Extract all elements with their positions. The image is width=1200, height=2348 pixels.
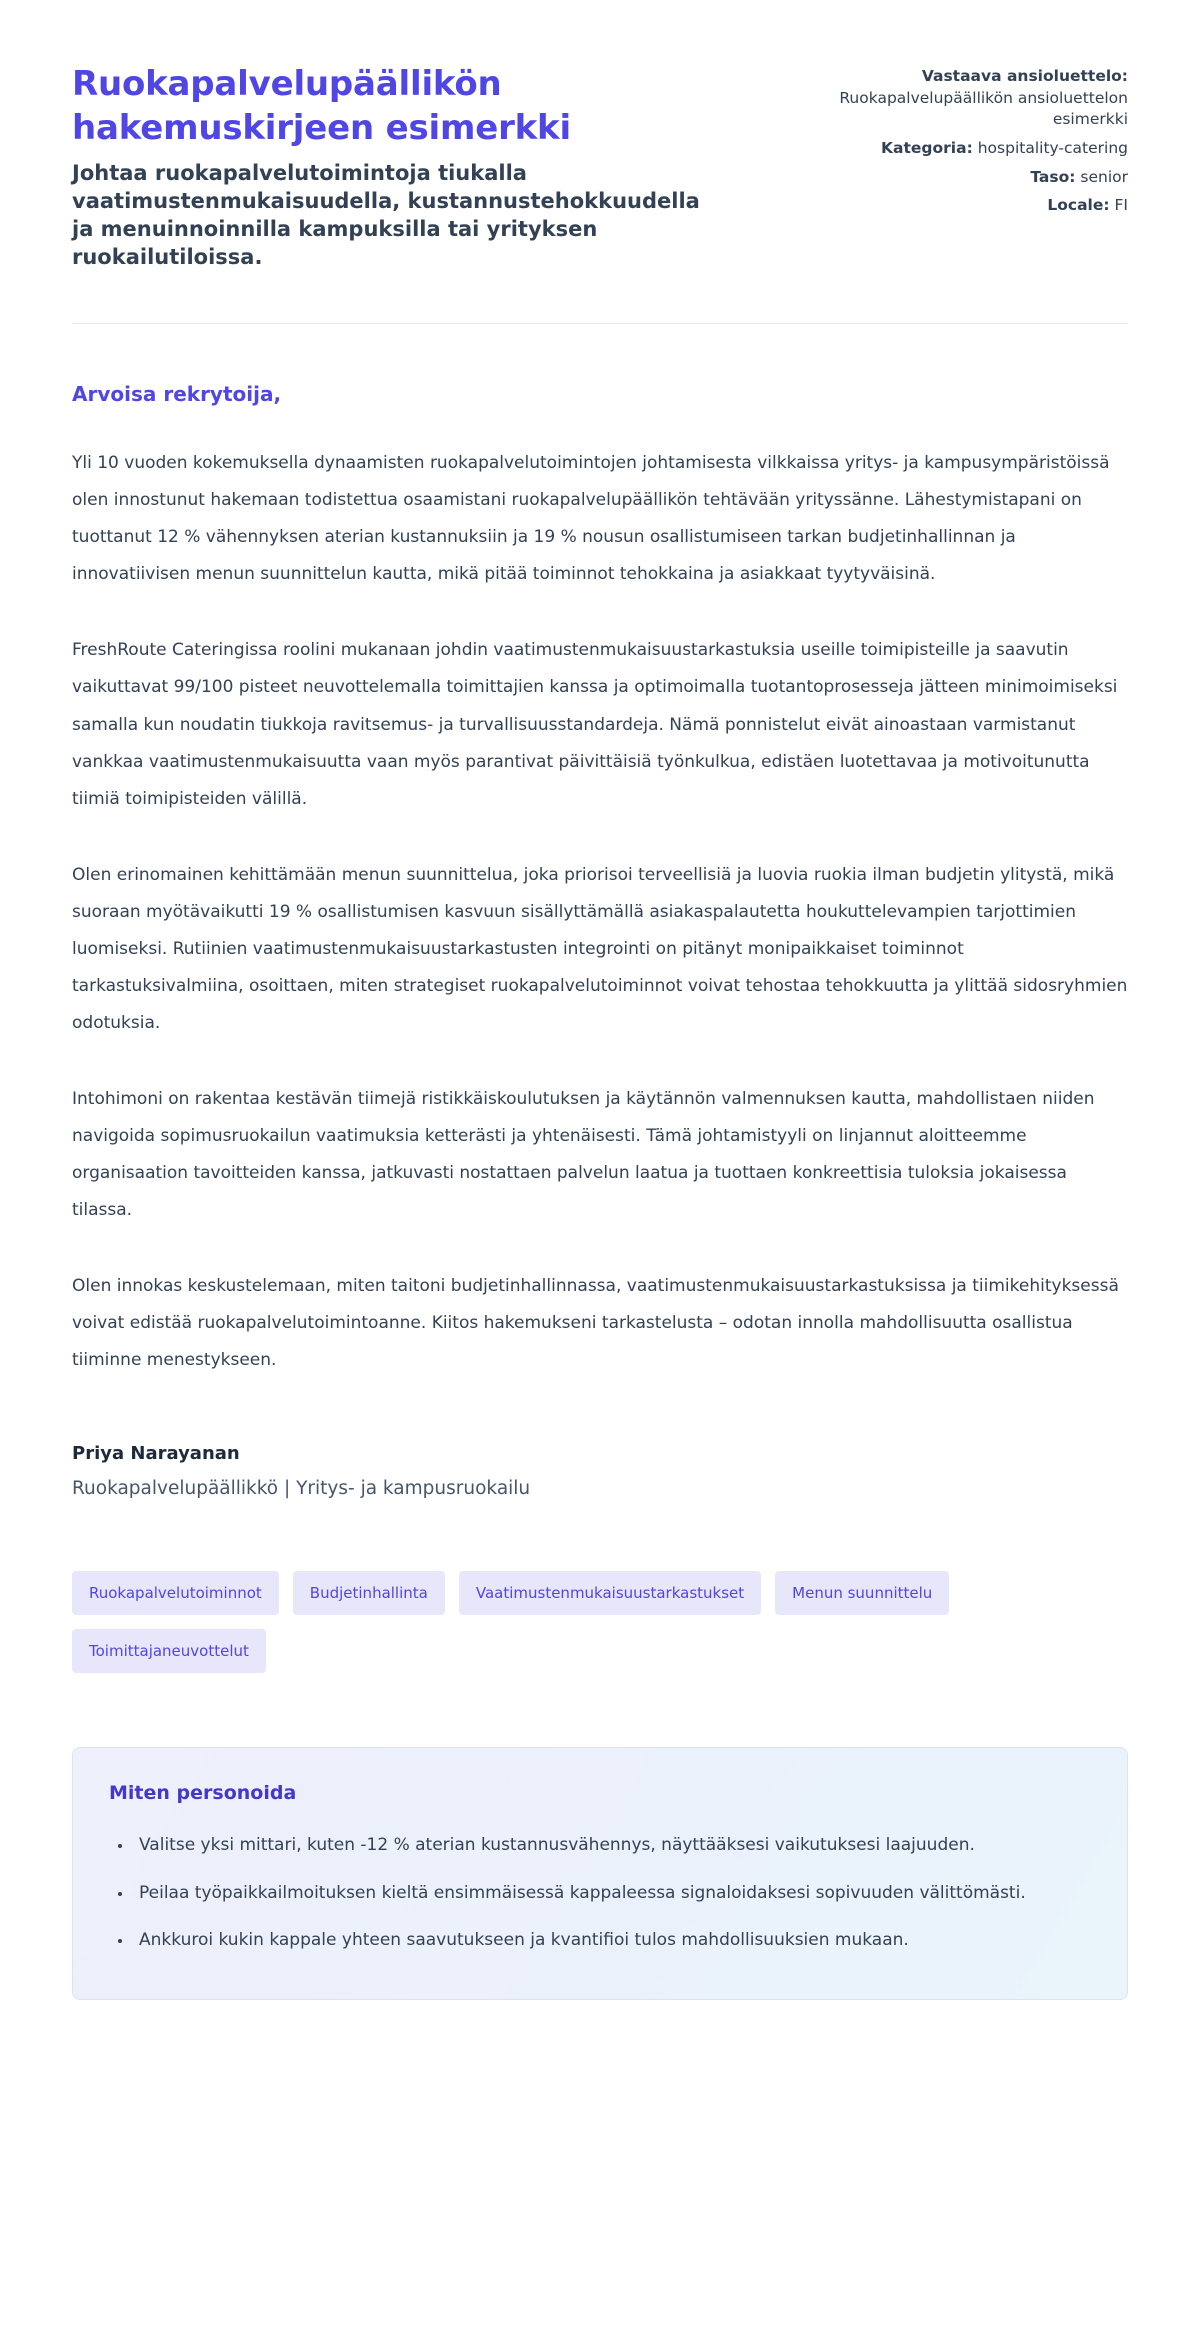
tips-list	[109, 1830, 1091, 1956]
letter-paragraph-2: FreshRoute Cateringissa roolini mukanaan johdin vaatimustenmukaisuustarkastuksia useille toimipisteille ja saavutin vaikuttavat 99/100 pisteet neuvottelemalla toimittajien kanssa ja optimoimalla tuotantoprosesseja jätteen minimoimiseksi samalla kun noudatin tiukkoja ravitsemus- ja turvallisuusstandardeja. Nämä ponnistelut eivät ainoastaan varmistanut vankkaa vaatimustenmukaisuutta vaan myös parantivat päivittäisiä työnkulkua, edistäen luotettavaa ja motivoitunutta tiimiä toimipisteiden välillä.	[72, 640, 1118, 809]
meta-matching-resume-value: Ruokapalvelupäällikön ansioluettelon esimerkki	[839, 88, 1128, 129]
meta-category	[828, 138, 1128, 160]
tips-heading: Miten personoida	[109, 1782, 297, 1805]
signature-name: Priya Narayanan	[72, 1443, 240, 1465]
meta-category-label: Kategoria:	[881, 139, 973, 158]
meta-locale-value: FI	[1114, 196, 1128, 215]
letter-paragraph-3: Olen erinomainen kehittämään menun suunnittelua, joka priorisoi terveellisiä ja luovia ruokia ilman budjetin ylitystä, mikä suoraan myötävaikutti 19 % osallistumisen kasvuun sisällyttämällä asiakaspalautetta houkuttelevampien tarjottimien luomiseksi. Rutiinien vaatimustenmukaisuustarkastusten integrointi on pitänyt monipaikkaiset toiminnot tarkastuksivalmiina, osoittaen, miten strategiset ruokapalvelutoiminnot voivat tehostaa tehokkuutta ja ylittää sidosryhmien odotuksia.	[72, 864, 1128, 1033]
header-divider	[72, 323, 1128, 324]
page-subtitle: Johtaa ruokapalvelutoimintoja tiukalla vaatimustenmukaisuudella, kustannustehokkuudella ja menuinnoinnilla kampuksilla tai yrityksen ruokailutiloissa.	[72, 161, 700, 269]
tip-item-3: • Ankkuroi kukin kappale yhteen saavutukseen ja kvantifioi tulos mahdollisuuksien mukaan.	[133, 1925, 1091, 1956]
meta-level-label: Taso:	[1030, 167, 1076, 186]
tag-menu-planning[interactable]: Menun suunnittelu	[775, 1571, 949, 1615]
meta-block	[828, 62, 1128, 224]
tag-food-service-operations[interactable]: Ruokapalvelutoiminnot	[72, 1571, 279, 1615]
tip-item-1: • Valitse yksi mittari, kuten -12 % aterian kustannusvähennys, näyttääksesi vaikutuksesi laajuuden.	[133, 1830, 1091, 1861]
tag-budget-management[interactable]: Budjetinhallinta	[293, 1571, 445, 1615]
meta-matching-resume-label: Vastaava ansioluettelo:	[921, 67, 1128, 85]
letter-greeting: Arvoisa rekrytoija,	[72, 382, 282, 407]
title-block	[72, 62, 792, 271]
letter-paragraph-5: Olen innokas keskustelemaan, miten taitoni budjetinhallinnassa, vaatimustenmukaisuustarkastuksissa ja tiimikehityksessä voivat edistää ruokapalvelutoimintoanne. Kiitos hakemukseni tarkastelusta – odotan innolla mahdollisuutta osallistua tiiminne menestykseen.	[72, 1276, 1119, 1371]
personalization-tips-box	[72, 1747, 1128, 1999]
page-header	[72, 62, 1128, 271]
meta-category-value: hospitality-catering	[977, 139, 1128, 158]
meta-level-value: senior	[1080, 167, 1128, 186]
meta-matching-resume	[828, 66, 1128, 131]
tag-vendor-negotiations[interactable]: Toimittajaneuvottelut	[72, 1629, 266, 1673]
tags-row	[72, 1571, 1128, 1673]
letter-body	[72, 382, 1128, 1499]
letter-paragraph-4: Intohimoni on rakentaa kestävän tiimejä ristikkäiskoulutuksen ja käytännön valmennuksen kautta, mahdollistaen niiden navigoida sopimusruokailun vaatimuksia ketterästi ja yhtenäisesti. Tämä johtamistyyli on linjannut aloitteemme organisaation tavoitteiden kanssa, jatkuvasti nostattaen palvelun laatua ja tuottaen konkreettisia tuloksia jokaisessa tilassa.	[72, 1088, 1095, 1221]
meta-level	[828, 167, 1128, 189]
meta-locale-label: Locale:	[1047, 196, 1110, 215]
signature-title: Ruokapalvelupäällikkö | Yritys- ja kampusruokailu	[72, 1478, 531, 1500]
meta-locale	[828, 195, 1128, 217]
page-title: Ruokapalvelupäällikön hakemuskirjeen esimerkki	[72, 64, 571, 149]
tip-item-2: • Peilaa työpaikkailmoituksen kieltä ensimmäisessä kappaleessa signaloidaksesi sopivuuden välittömästi.	[133, 1878, 1091, 1909]
tag-compliance-audits[interactable]: Vaatimustenmukaisuustarkastukset	[459, 1571, 761, 1615]
letter-paragraph-1: Yli 10 vuoden kokemuksella dynaamisten ruokapalvelutoimintojen johtamisesta vilkkaissa yritys- ja kampusympäristöissä olen innostunut hakemaan todistettua osaamistani ruokapalvelupäällikön tehtävään yrityssänne. Lähestymistapani on tuottanut 12 % vähennyksen aterian kustannuksiin ja 19 % nousun osallistumiseen tarkan budjetinhallinnan ja innovatiivisen menun suunnittelun kautta, mikä pitää toiminnot tehokkaina ja asiakkaat tyytyväisinä.	[72, 453, 1110, 585]
